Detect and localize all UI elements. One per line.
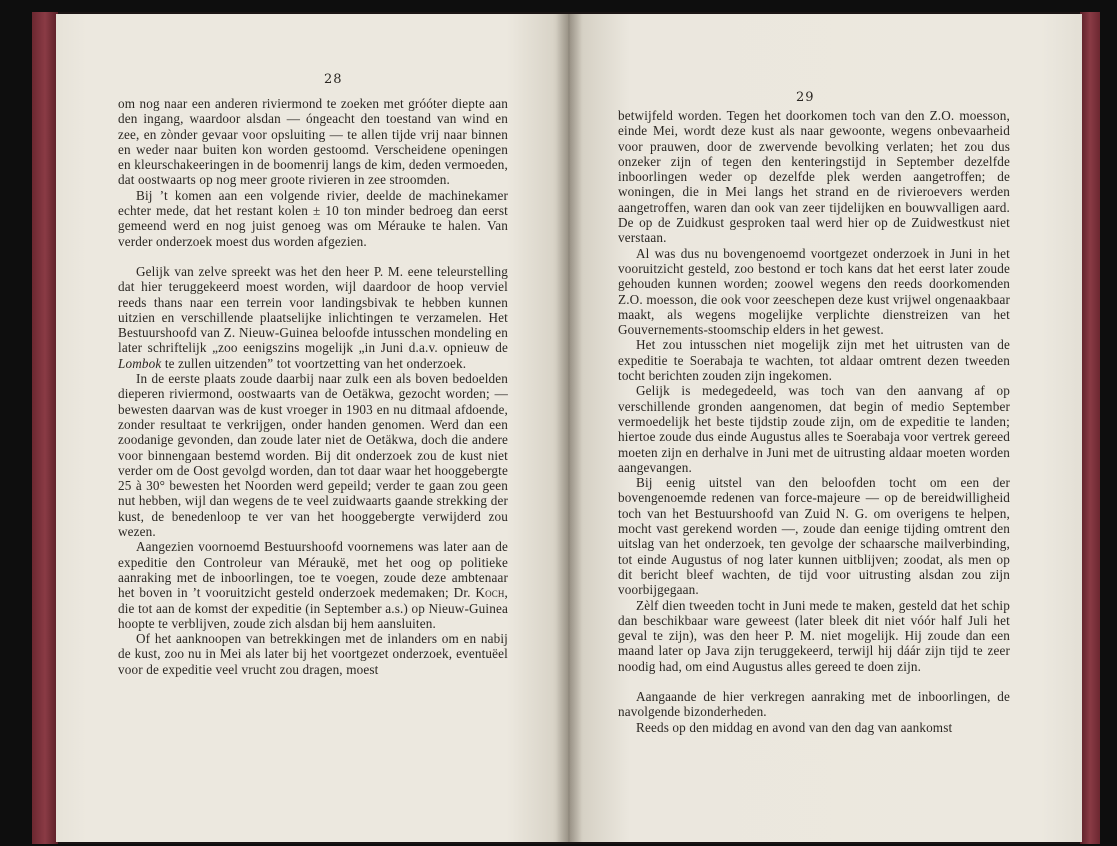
paragraph-text: , die tot aan de komst der expeditie (in September a.s.) op Nieuw-Guinea hoopte te verblijven, zoude zich alsdan bij hem aansluiten. bbox=[118, 585, 508, 631]
paragraph-text: te zullen uitzenden” tot voortzetting van het onderzoek. bbox=[161, 355, 467, 371]
left-page bbox=[56, 14, 568, 842]
paragraph: om nog naar een anderen riviermond te zoeken met gróóter diepte aan den ingang, waardoor alsdan — óngeacht den toestand van wind en zee, en zònder gevaar voor opsluiting — te allen tijde vrij naar binnen en weder naar buiten kon worden gestoomd. Verscheidene openingen en kleurschakeeringen in de boomenrij langs de kim, deden vermoeden, dat oostwaarts op nog meer groote rivieren in zee stroomden. bbox=[118, 96, 508, 188]
book-cover-edge-right bbox=[1080, 12, 1100, 844]
paragraph bbox=[118, 264, 508, 371]
paragraph: Reeds op den middag en avond van den dag van aankomst bbox=[636, 719, 953, 735]
paragraph: Gelijk is medegedeeld, was toch van den aanvang af op verschillende gronden aangenomen, dat begin of medio September vermoedelijk het beste tijdstip zoude zijn, om de expeditie te landen; hiertoe zoude dus einde Augustus alles te Soerabaja voor vertrek gereed moeten zijn en derhalve in Juni met de uitrusting aldaar moeten worden aangevangen. bbox=[618, 383, 1010, 475]
paragraph: betwijfeld worden. Tegen het doorkomen toch van den Z.O. moesson, einde Mei, wordt deze kust als naar gewoonte, wegens onbevaarheid voor prauwen, door de zwervende bevolking verlaten; het zou dus onzeker zijn of tegen den kenteringstijd in September dezelfde inboorlingen weder op dezelfde plek werden aangetroffen; de woningen, die in Mei langs het strand en de rivieroevers werden aangetroffen, waren dan ook van zeer tijdelijken en bouwvalligen aard. De op de Zuidkust gesproken taal werd hier op de Zuidwestkust niet verstaan. bbox=[618, 108, 1010, 246]
smallcaps-person-name: Koch bbox=[475, 585, 505, 601]
book-cover-edge-left bbox=[32, 12, 58, 844]
paragraph: Bij eenig uitstel van den beloofden tocht om een der bovengenoemde redenen van force-majeure — op de bereidwilligheid toch van het Bestuurshoofd van Zuid N. G. om overigens te helpen, mocht vast gerekend worden —, zoude dan eenige tijding omtrent den uitslag van het onderzoek, ten gevolge der schaarsche mailverbinding, tot einde Augustus of nog later kunnen uitblijven; zoodat, als men op dit bericht bleef wachten, de tijd voor uitrusting alsdan zou zijn voorbijgegaan. bbox=[618, 475, 1010, 598]
paragraph: In de eerste plaats zoude daarbij naar zulk een als boven bedoelden dieperen riviermond, oostwaarts van de Oetäkwa, gezocht worden; — bewesten daarvan was de kust vroeger in 1903 en nu ditmaal afdoende, zonder resultaat te verkrijgen, onder handen genomen. Werd dan een zoodanige gevonden, dan zoude later niet de Oetäkwa, doch die andere voor binnengaan bestemd worden. Bij dit onderzoek zou de kust niet verder om de Oost gevolgd worden, dan tot daar waar het hooggebergte 25 à 30° bewesten het Noorden werd gepeild; verder te gaan zou geen nut hebben, wijl dan wegens de te veel zuidwaarts gaande strekking der kust, de benedenloop te ver van het hooggebergte verwijderd zou wezen. bbox=[118, 371, 508, 540]
paragraph bbox=[118, 539, 508, 631]
page-number-left: 28 bbox=[324, 72, 343, 87]
italic-ship-name: Lombok bbox=[118, 355, 162, 371]
paragraph: Bij ’t komen aan een volgende rivier, deelde de machinekamer echter mede, dat het restant kolen ± 10 ton minder bedroeg dan eerst gemeend werd en nog juist genoeg was om Mérauke te halen. Van verder onderzoek moest dus worden afgezien. bbox=[118, 187, 508, 249]
paragraph-text: Gelijk van zelve spreekt was het den heer P. M. eene teleurstelling dat hier teruggekeerd moest worden, wijl daardoor de hoop verviel reeds thans naar een terrein voor landingsbivak te hebben kunnen uitzien en verschillende plaatselijke inlichtingen te verzamelen. Het Bestuurshoofd van Z. Nieuw-Guinea beloofde intusschen mondeling en later schriftelijk „zoo eenigszins mogelijk „in Juni d.a.v. opnieuw de bbox=[118, 263, 508, 356]
left-page-text bbox=[118, 96, 508, 677]
paragraph-text: Aangezien voornoemd Bestuurshoofd voornemens was later aan de expeditie den Controleur van Méraukë, met het oog op politieke aanraking met de inboorlingen, toe te voegen, zoude deze ambtenaar het boven in ’t vooruitzicht gesteld onderzoek medemaken; Dr. bbox=[118, 539, 508, 601]
paragraph: Of het aanknoopen van betrekkingen met de inlanders om en nabij de kust, zoo nu in Mei als later bij het voortgezet onderzoek, eventuëel voor de expeditie veel vrucht zou dragen, moest bbox=[118, 631, 508, 677]
right-page-text bbox=[618, 108, 1010, 735]
paragraph: Het zou intusschen niet mogelijk zijn met het uitrusten van de expeditie te Soerabaja te wachten, tot aldaar omtrent dezen tweeden tocht berichten zouden zijn ingekomen. bbox=[618, 337, 1010, 384]
paragraph: Aangaande de hier verkregen aanraking met de inboorlingen, de navolgende bizonderheden. bbox=[618, 688, 1010, 720]
paragraph: Al was dus nu bovengenoemd voortgezet onderzoek in Juni in het vooruitzicht gesteld, zoo bestond er toch kans dat het eerst later zoude gehouden kunnen worden; zoowel wegens den reeds doorkomenden Z.O. moesson, die ook voor zeeschepen deze kust vrijwel ongenaakbaar maakt, als wegens mogelijke verplichte dienstreizen van het Gouvernements-stoomschip elders in het gewest. bbox=[618, 245, 1010, 338]
page-number-right: 29 bbox=[796, 90, 815, 105]
paragraph: Zèlf dien tweeden tocht in Juni mede te maken, gesteld dat het schip dan beschikbaar ware geweest (later bleek dit niet vóór half Juli het geval te zijn), was den heer P. M. niet mogelijk. Hij zoude dan een maand later op Java zijn teruggekeerd, terwijl hij dáár zijn tijd te zeer noodig had, om eind Augustus alles gereed te doen zijn. bbox=[618, 597, 1010, 674]
right-page bbox=[568, 14, 1082, 842]
